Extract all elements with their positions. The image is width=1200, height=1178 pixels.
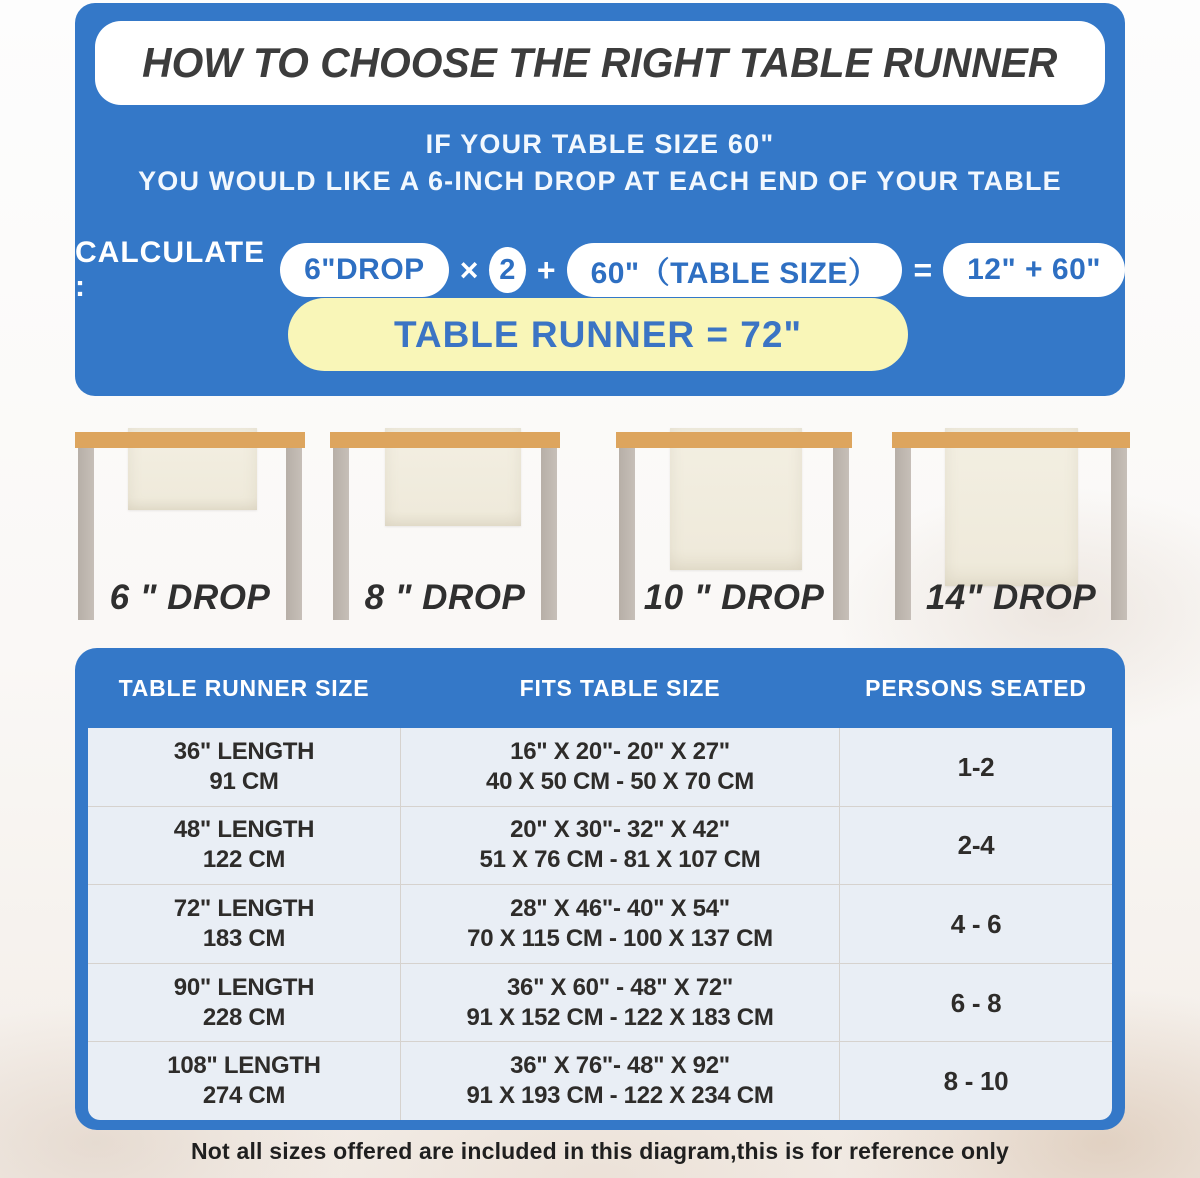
runner-graphic — [670, 428, 802, 570]
fits-size-cm: 70 X 115 CM - 100 X 137 CM — [467, 924, 773, 952]
subtitle-line-1: IF YOUR TABLE SIZE 60" — [425, 129, 775, 159]
runner-size-inches: 72" LENGTH — [173, 894, 315, 922]
fits-size-inches: 36" X 60" - 48" X 72" — [506, 973, 733, 1001]
runner-size-cell — [88, 885, 400, 963]
drop-pill: 6"DROP — [280, 243, 449, 297]
hero-panel — [75, 3, 1125, 396]
runner-size-inches: 90" LENGTH — [173, 973, 315, 1001]
column-header-fits-table-size: FITS TABLE SIZE — [519, 674, 721, 701]
tabletop-graphic — [75, 432, 305, 448]
fits-size-cell — [400, 1042, 840, 1120]
column-header-persons-seated: PERSONS SEATED — [865, 674, 1087, 701]
fits-size-cell — [400, 807, 840, 885]
fits-size-inches: 28" X 46"- 40" X 54" — [510, 894, 730, 922]
runner-size-inches: 36" LENGTH — [173, 737, 315, 765]
runner-size-cell — [88, 728, 400, 806]
page-title: HOW TO CHOOSE THE RIGHT TABLE RUNNER — [142, 39, 1058, 86]
table-header-row — [88, 648, 1112, 728]
fits-size-cm: 91 X 193 CM - 122 X 234 CM — [466, 1082, 774, 1110]
fits-size-cm: 51 X 76 CM - 81 X 107 CM — [479, 846, 761, 874]
sum-pill: 12" + 60" — [943, 243, 1125, 297]
persons-seated-cell: 8 - 10 — [943, 1066, 1009, 1097]
table-size-pill: 60"（TABLE SIZE） — [567, 243, 903, 297]
drop-illustration-8 — [330, 428, 560, 648]
runner-size-cm: 183 CM — [202, 924, 286, 952]
fits-size-cell — [400, 728, 840, 806]
result-pill: TABLE RUNNER = 72" — [288, 298, 908, 371]
table-row — [88, 964, 1112, 1043]
persons-seated-cell: 1-2 — [957, 751, 995, 782]
calculation-row — [75, 236, 1125, 304]
runner-size-cell — [88, 1042, 400, 1120]
times-sign: × — [459, 251, 479, 288]
fits-size-cell — [400, 885, 840, 963]
column-header-runner-size: TABLE RUNNER SIZE — [118, 674, 370, 701]
runner-graphic — [945, 428, 1078, 586]
plus-sign: + — [536, 251, 556, 288]
size-reference-table — [75, 648, 1125, 1130]
fits-size-inches: 20" X 30"- 32" X 42" — [510, 816, 730, 844]
drop-illustration-10 — [616, 428, 852, 648]
drop-label-14: 14" DROP — [925, 578, 1097, 617]
persons-seated-cell: 2-4 — [957, 830, 995, 861]
subtitle-line-2: YOU WOULD LIKE A 6-INCH DROP AT EACH END OF YOUR TABLE — [138, 166, 1062, 196]
runner-size-cell — [88, 964, 400, 1042]
title-box — [95, 21, 1105, 105]
footer-note: Not all sizes offered are included in this diagram,this is for reference only — [190, 1138, 1010, 1164]
fits-size-inches: 16" X 20"- 20" X 27" — [510, 737, 730, 765]
persons-seated-cell: 4 - 6 — [950, 908, 1002, 939]
table-body — [88, 728, 1112, 1120]
persons-seated-cell: 6 - 8 — [950, 987, 1002, 1018]
equals-sign: = — [913, 251, 933, 288]
runner-size-inches: 48" LENGTH — [173, 816, 315, 844]
drop-illustration-14 — [892, 428, 1130, 648]
runner-size-inches: 108" LENGTH — [167, 1052, 321, 1080]
tabletop-graphic — [892, 432, 1130, 448]
drop-label-6: 6 " DROP — [109, 578, 271, 617]
drop-illustration-6 — [75, 428, 305, 648]
runner-size-cm: 122 CM — [202, 846, 286, 874]
drop-label-10: 10 " DROP — [643, 578, 825, 617]
multiplier-circle: 2 — [489, 247, 526, 293]
table-row — [88, 728, 1112, 807]
fits-size-cell — [400, 964, 840, 1042]
tabletop-graphic — [330, 432, 560, 448]
runner-size-cell — [88, 807, 400, 885]
runner-size-cm: 274 CM — [202, 1082, 286, 1110]
drop-label-8: 8 " DROP — [364, 578, 526, 617]
fits-size-inches: 36" X 76"- 48" X 92" — [510, 1052, 730, 1080]
runner-size-cm: 91 CM — [209, 767, 279, 795]
tabletop-graphic — [616, 432, 852, 448]
table-row — [88, 807, 1112, 886]
fits-size-cm: 40 X 50 CM - 50 X 70 CM — [486, 767, 754, 795]
fits-size-cm: 91 X 152 CM - 122 X 183 CM — [466, 1003, 774, 1031]
table-row — [88, 1042, 1112, 1120]
calculate-label: CALCULATE : — [75, 236, 266, 303]
table-row — [88, 885, 1112, 964]
runner-size-cm: 228 CM — [202, 1003, 286, 1031]
